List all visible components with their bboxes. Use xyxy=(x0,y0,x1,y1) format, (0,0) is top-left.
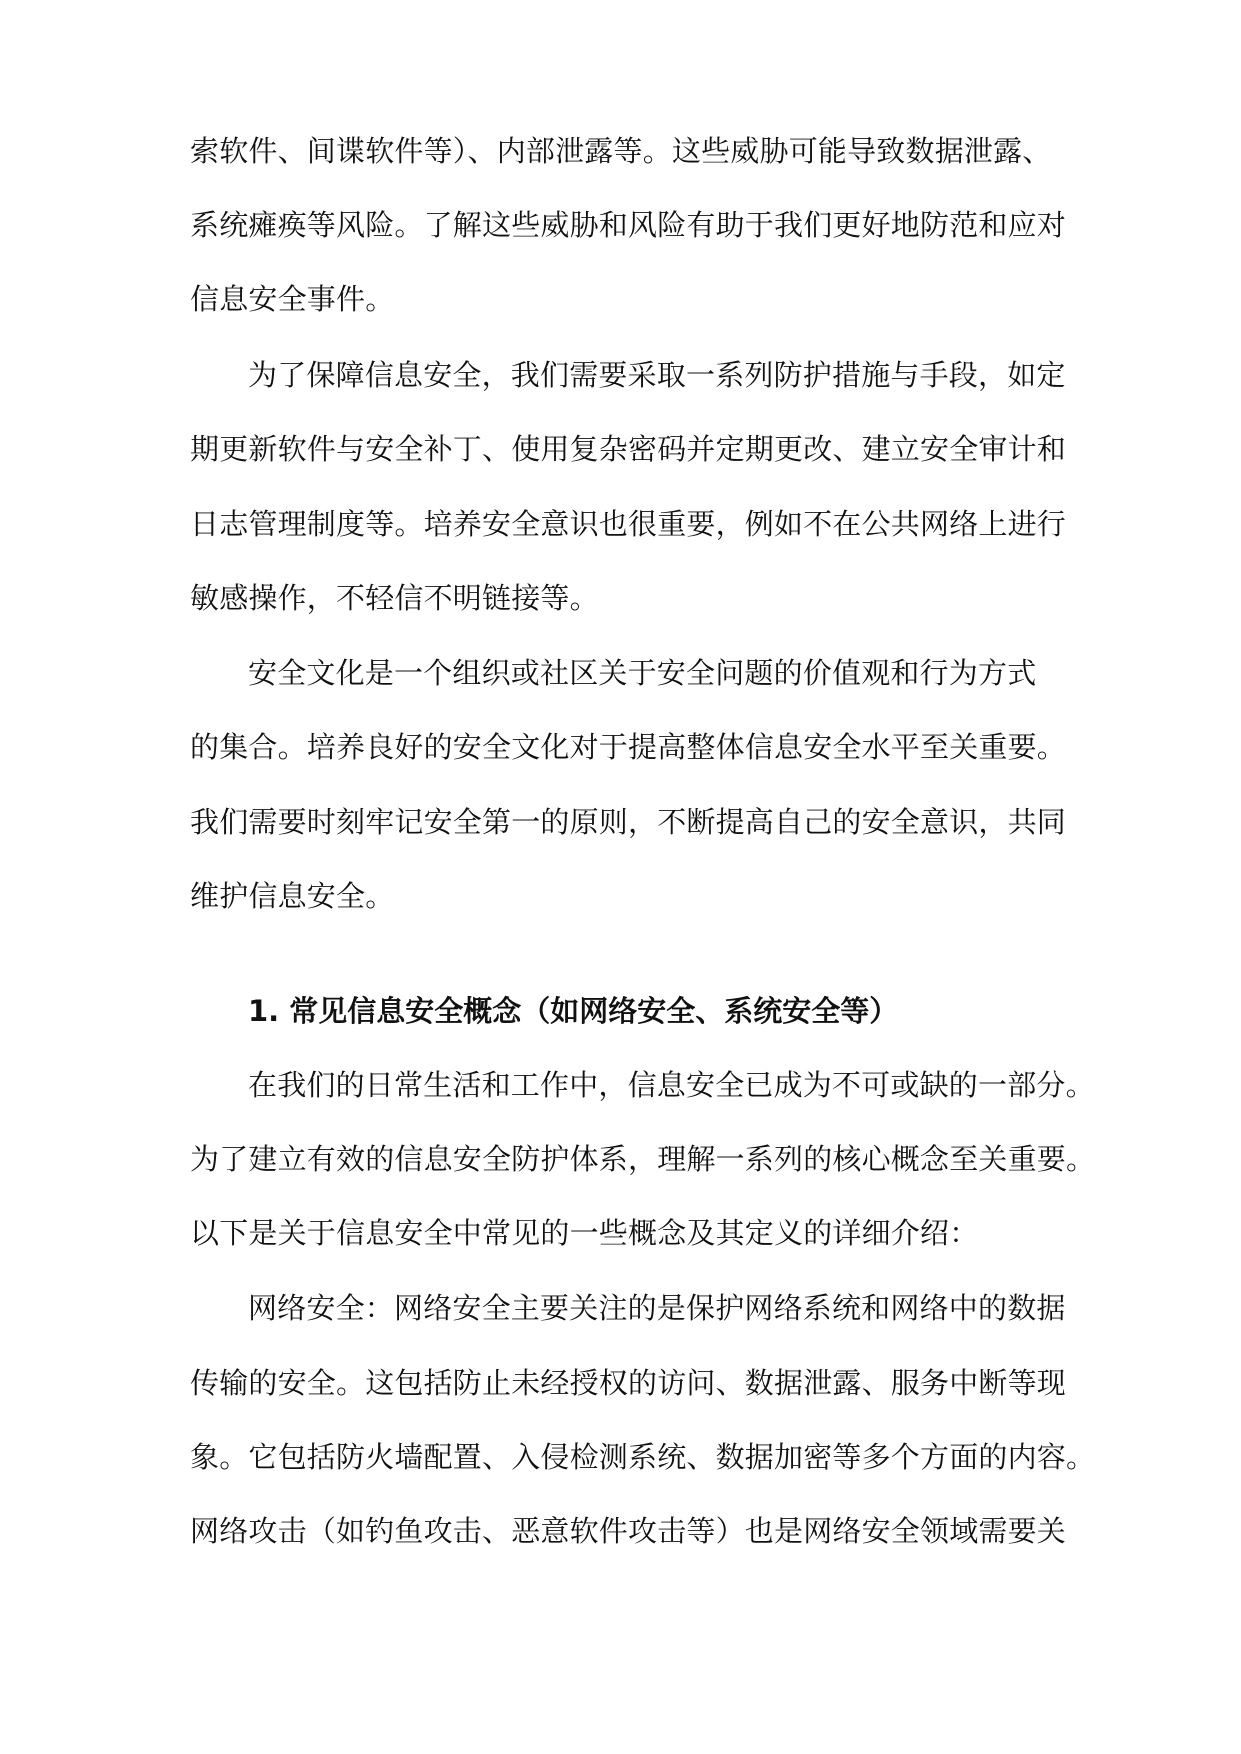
paragraph-start-line: 网络安全：网络安全主要关注的是保护网络系统和网络中的数据 xyxy=(248,1291,1066,1325)
body-line: 期更新软件与安全补丁、使用复杂密码并定期更改、建立安全审计和 xyxy=(190,432,1067,466)
body-line: 的集合。培养良好的安全文化对于提高整体信息安全水平至关重要。 xyxy=(190,730,1067,764)
body-line: 网络攻击（如钓鱼攻击、恶意软件攻击等）也是网络安全领域需要关 xyxy=(190,1514,1067,1548)
body-line: 象。它包括防火墙配置、入侵检测系统、数据加密等多个方面的内容。 xyxy=(190,1440,1096,1474)
paragraph-start-line: 安全文化是一个组织或社区关于安全问题的价值观和行为方式 xyxy=(248,656,1037,690)
body-line: 以下是关于信息安全中常见的一些概念及其定义的详细介绍： xyxy=(190,1216,979,1250)
body-line: 系统瘫痪等风险。了解这些威胁和风险有助于我们更好地防范和应对 xyxy=(190,208,1067,242)
paragraph-start-line: 为了保障信息安全，我们需要采取一系列防护措施与手段，如定 xyxy=(248,358,1066,392)
body-line: 为了建立有效的信息安全防护体系，理解一系列的核心概念至关重要。 xyxy=(190,1142,1096,1176)
body-line: 日志管理制度等。培养安全意识也很重要，例如不在公共网络上进行 xyxy=(190,507,1067,541)
body-line: 我们需要时刻牢记安全第一的原则，不断提高自己的安全意识，共同 xyxy=(190,805,1067,839)
body-line: 敏感操作，不轻信不明链接等。 xyxy=(190,581,599,615)
body-line: 信息安全事件。 xyxy=(190,282,395,316)
body-line: 维护信息安全。 xyxy=(190,879,395,913)
body-line: 传输的安全。这包括防止未经授权的访问、数据泄露、服务中断等现 xyxy=(190,1366,1067,1400)
paragraph-start-line: 在我们的日常生活和工作中，信息安全已成为不可或缺的一部分。 xyxy=(248,1068,1095,1102)
section-heading: 1. 常见信息安全概念（如网络安全、系统安全等） xyxy=(248,994,899,1028)
body-line: 索软件、间谍软件等）、内部泄露等。这些威胁可能导致数据泄露、 xyxy=(190,134,1052,168)
